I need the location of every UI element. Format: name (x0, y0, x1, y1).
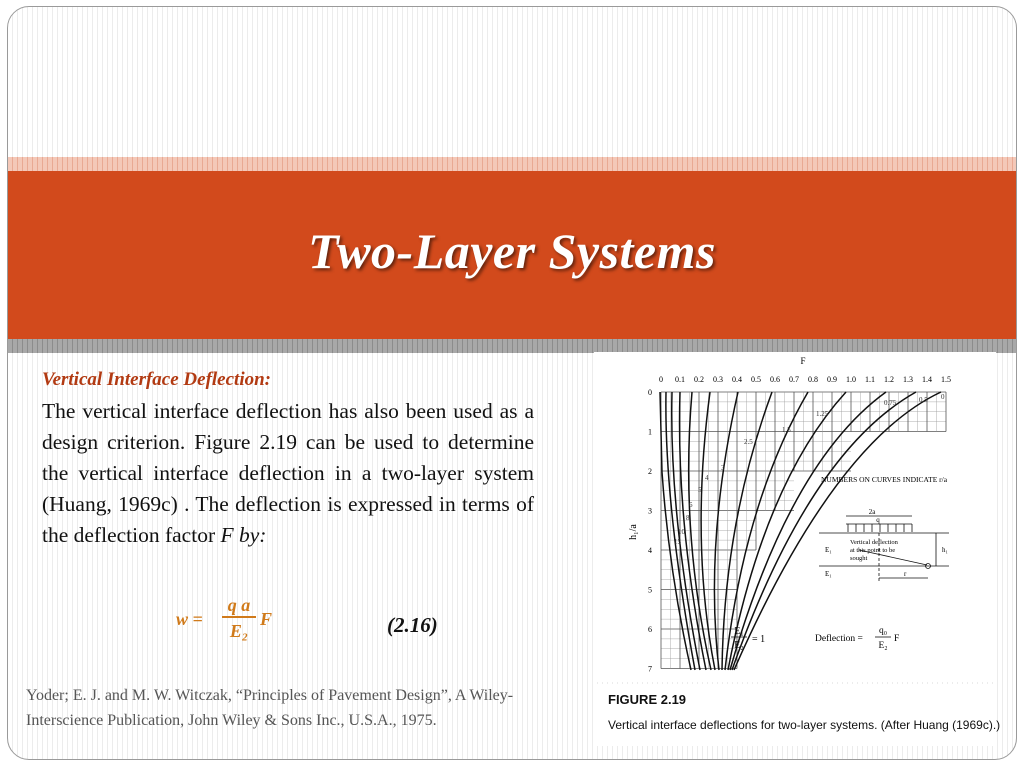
inset-desc-1: Vertical deflection (850, 539, 898, 546)
top-tick-label: 0.8 (808, 375, 818, 384)
inset-label-q: q (876, 516, 880, 524)
top-stripe (8, 157, 1016, 171)
curve-label: 8 (686, 514, 690, 522)
curve-label: 1.5 (782, 426, 791, 434)
curve-label: 1.25 (816, 410, 829, 418)
curve-labels (674, 393, 945, 546)
formula-factor: F (260, 609, 273, 629)
bottom-stripe (8, 339, 1016, 353)
left-tick-label: 3 (648, 506, 652, 516)
caption-text: Vertical interface deflections for two-layer systems. (After Huang (1969c).) (608, 718, 1001, 732)
top-axis-ticks (659, 375, 951, 384)
top-tick-label: 1.2 (884, 375, 894, 384)
curve-label: 3 (721, 464, 725, 472)
left-axis-ticks (648, 388, 652, 674)
top-tick-label: 1.3 (903, 375, 913, 384)
reference-citation: Yoder; E. J. and M. W. Witczak, “Principles of Pavement Design”, A Wiley- Interscience Publication, John Wiley & Sons Inc., U.S.A., 1975. (26, 687, 514, 729)
ratio-denominator: E₂ (734, 640, 744, 651)
curve-label: 0 (941, 393, 945, 401)
inset-label-2a: 2a (868, 508, 876, 516)
top-tick-label: 0.5 (751, 375, 761, 384)
equation-number: (2.16) (387, 613, 438, 637)
inset-e1-lower: E₁ (825, 570, 832, 578)
curve-label: 5 (698, 486, 702, 494)
body-paragraph (42, 396, 534, 551)
body-text-plain: The vertical interface deflection has also been used as a design criterion. Figure 2.19 can be used to determine the vertical interface deflection in a two-layer system (Huang, 1969c) . The deflection is expressed in terms of the deflection factor (42, 399, 534, 547)
formula-lhs: w = (176, 609, 203, 629)
deflection-chart-svg (594, 352, 996, 682)
left-tick-label: 1 (648, 427, 652, 437)
body-text-italic: F by: (220, 523, 267, 547)
top-tick-label: 0.1 (675, 375, 685, 384)
top-tick-label: 0.7 (789, 375, 799, 384)
figure-2-19 (594, 352, 996, 682)
section-subheading: Vertical Interface Deflection: (42, 369, 272, 390)
top-tick-label: 0 (659, 375, 663, 384)
curve-label: 0.75 (884, 399, 897, 407)
left-tick-label: 7 (648, 664, 652, 674)
top-axis-label: F (800, 356, 806, 366)
deflection-denominator: E₂ (878, 641, 888, 651)
inset-desc-2: at this point to be (850, 547, 896, 554)
inset-r: r (904, 570, 907, 578)
left-tick-label: 0 (648, 388, 652, 397)
top-tick-label: 0.3 (713, 375, 723, 384)
deflection-numerator: q₀ (878, 626, 888, 636)
curve-label: 0.5 (919, 396, 928, 404)
curve-label: 4 (705, 474, 709, 482)
slide-title: Two-Layer Systems (308, 223, 716, 279)
deflection-factor: F (894, 634, 900, 644)
top-tick-label: 0.6 (770, 375, 780, 384)
left-tick-label: 2 (648, 467, 652, 476)
curve-label: 2.5 (744, 438, 753, 446)
left-axis-label: h₁/a (628, 524, 639, 540)
top-tick-label: 1.1 (865, 375, 875, 384)
inset-h1: h₁ (942, 546, 948, 554)
left-tick-label: 4 (648, 546, 652, 555)
formula-denominator: E₂ (229, 621, 249, 641)
left-tick-label: 6 (648, 625, 652, 634)
left-tick-label: 5 (648, 585, 652, 595)
formula-numerator: q a (227, 595, 251, 615)
inset-desc-3: sought (850, 555, 868, 562)
top-tick-label: 0.9 (827, 375, 837, 384)
figure-caption (594, 684, 1001, 746)
curve-label: 15 (674, 538, 681, 546)
top-tick-label: 0.4 (732, 375, 742, 384)
top-tick-label: 1.4 (922, 375, 932, 384)
curve-label: 10 (678, 528, 685, 536)
deflection-curves (660, 392, 941, 670)
top-tick-label: 1.5 (941, 375, 951, 384)
top-tick-label: 1.0 (846, 375, 856, 384)
deflection-label: Deflection = (815, 634, 863, 644)
ratio-rhs: = 1 (752, 634, 766, 645)
chart-grid (661, 392, 946, 669)
formula-fraction (222, 595, 256, 642)
deflection-curve (660, 392, 691, 670)
deflection-curve (672, 392, 700, 670)
fraction-bar (222, 616, 256, 618)
inset-e1: E₁ (825, 546, 832, 554)
top-tick-label: 0.2 (694, 375, 704, 384)
curve-label: 6 (689, 501, 693, 509)
chart-note: NUMBERS ON CURVES INDICATE r/a (821, 475, 948, 484)
ratio-numerator: E₁ (734, 626, 744, 637)
caption-title: FIGURE 2.19 (608, 692, 687, 707)
deflection-curve (732, 392, 916, 670)
